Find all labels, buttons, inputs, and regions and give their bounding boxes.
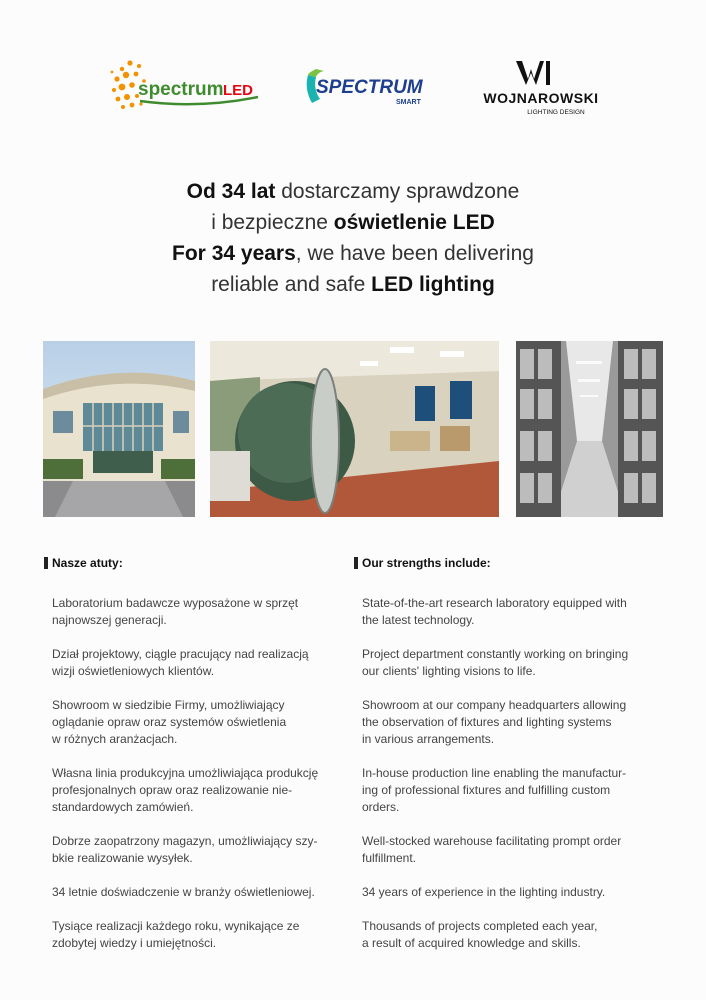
building-photo xyxy=(43,341,195,517)
list-item: Dział projektowy, ciągle pracujący nad realizacją wizji oświetleniowych klientów. xyxy=(52,647,309,678)
headline-en-pre2: reliable and safe xyxy=(211,273,372,296)
heading-marker xyxy=(354,557,358,569)
laboratory-photo xyxy=(210,341,499,517)
polish-list xyxy=(44,595,354,952)
list-item: Well-stocked warehouse facilitating prompt order fulfillment. xyxy=(362,834,622,865)
polish-heading-text: Nasze atuty: xyxy=(52,556,123,570)
list-item: Dobrze zaopatrzony magazyn, umożliwiający szy- bkie realizowanie wysyłek. xyxy=(52,834,318,865)
headline-pl-pre2: i bezpieczne xyxy=(211,211,334,234)
spectrum-led-word1: spectrum xyxy=(138,79,224,100)
photo-strip xyxy=(43,341,663,517)
list-item: Showroom at our company headquarters allowing the observation of fixtures and lighting systems in various arrangements. xyxy=(362,698,627,746)
headline-en-bold1: For 34 years xyxy=(172,242,296,265)
list-item: 34 letnie doświadczenie w branży oświetleniowej. xyxy=(52,885,315,899)
headline-pl-rest1: dostarczamy sprawdzone xyxy=(275,180,520,203)
polish-heading xyxy=(44,556,354,570)
headline-pl-line1 xyxy=(0,176,706,207)
polish-strengths xyxy=(44,556,354,969)
spectrum-led-logo xyxy=(108,57,268,117)
headline-en-line1 xyxy=(0,238,706,269)
headline-pl-bold1: Od 34 lat xyxy=(186,180,276,203)
list-item: In-house production line enabling the manufactur- ing of professional fixtures and fulfilling custom orders. xyxy=(362,766,627,814)
headline-pl-line2 xyxy=(0,207,706,238)
heading-marker xyxy=(44,557,48,569)
headline-pl-bold2: oświetlenie LED xyxy=(333,211,495,234)
list-item: 34 years of experience in the lighting industry. xyxy=(362,885,606,899)
list-item: State-of-the-art research laboratory equipped with the latest technology. xyxy=(362,596,627,627)
list-item: Tysiące realizacji każdego roku, wynikające ze zdobytej wiedzy i umiejętności. xyxy=(52,919,300,950)
english-list xyxy=(354,595,664,952)
spectrum-smart-logo xyxy=(300,63,435,113)
list-item: Project department constantly working on bringing our clients' lighting visions to life. xyxy=(362,647,629,678)
spectrum-smart-word1: SPECTRUM xyxy=(316,77,423,98)
list-item: Laboratorium badawcze wyposażone w sprzęt najnowszej generacji. xyxy=(52,596,299,627)
english-strengths xyxy=(354,556,664,969)
headline-en-rest1: , we have been delivering xyxy=(295,242,534,265)
wojnarowski-sub: LIGHTING DESIGN xyxy=(527,109,585,116)
wojnarowski-name: WOJNAROWSKI xyxy=(483,90,599,106)
headline-en-bold2: LED lighting xyxy=(371,273,495,296)
spectrum-led-word2: LED xyxy=(223,82,253,99)
english-heading-text: Our strengths include: xyxy=(362,556,491,570)
list-item: Własna linia produkcyjna umożliwiająca produkcję profesjonalnych opraw oraz realizowanie nie- standardowych zamówień. xyxy=(52,766,319,814)
english-heading xyxy=(354,556,664,570)
warehouse-photo xyxy=(516,341,663,517)
headline xyxy=(0,176,706,300)
spectrum-smart-word2: SMART xyxy=(396,99,421,106)
headline-en-line2 xyxy=(0,269,706,300)
list-item: Thousands of projects completed each year, a result of acquired knowledge and skills. xyxy=(362,919,598,950)
wojnarowski-logo xyxy=(476,59,606,117)
logo-bar xyxy=(0,55,706,125)
list-item: Showroom w siedzibie Firmy, umożliwiający oglądanie opraw oraz systemów oświetlenia w różnych aranżacjach. xyxy=(52,698,287,746)
